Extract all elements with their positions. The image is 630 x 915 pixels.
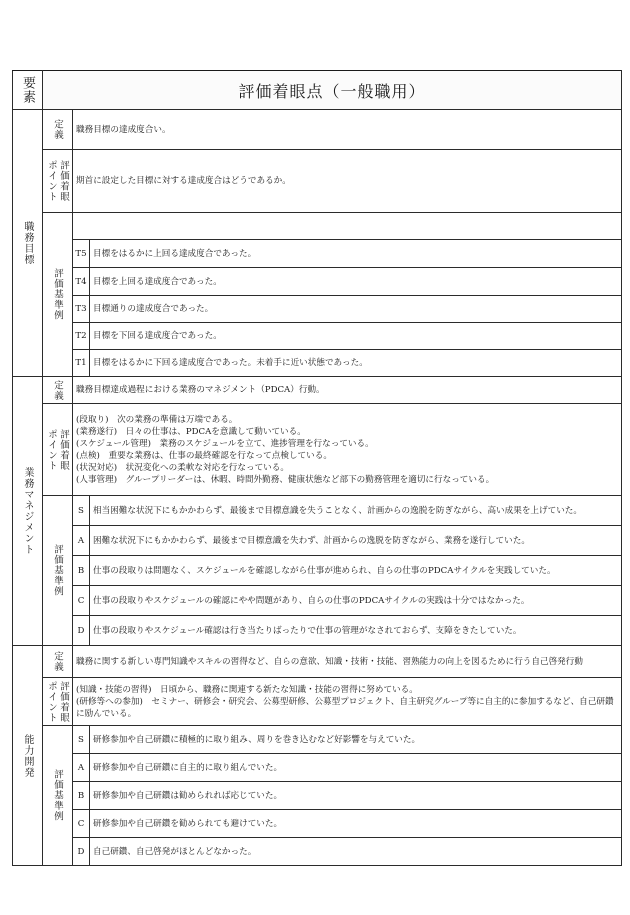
section-2-point-5: (人事管理) グループリーダーは、休暇、時間外勤務、健康状態など部下の勤務管理を適切に行なっている。 (76, 474, 495, 485)
section-3-criteria-label-cell (43, 726, 73, 866)
section-2-criteria-row-0 (13, 496, 622, 526)
criteria-text: 仕事の段取りやスケジュールの確認にやや問題があり、自らの仕事のPDCAサイクルの実践は十分ではなかった。 (90, 586, 622, 616)
section-1-criteria-row-1 (13, 268, 622, 296)
section-1-criteria-label-cell (43, 213, 73, 377)
section-3-criteria-row-4 (13, 838, 622, 866)
section-3-point-label-cell (43, 678, 73, 726)
grade-label: A (73, 526, 90, 556)
section-3-definition-label-cell (43, 646, 73, 678)
section-3-point-cell (73, 678, 622, 726)
definition-label: 定義 (52, 379, 63, 401)
section-2-point-4: (状況対応) 状況変化への柔軟な対応を行なっている。 (76, 462, 289, 473)
criteria-text: 目標通りの達成度合であった。 (90, 296, 622, 323)
grade-label: D (73, 838, 90, 866)
section-1-criteria-row-0 (13, 240, 622, 268)
section-1-criteria-row-2 (13, 296, 622, 323)
section-1-name: 職務目標 (22, 221, 33, 265)
section-1-point-0: 期首に設定した目標に対する達成度合はどうであるか。 (76, 176, 291, 186)
section-1-spacer-row (13, 213, 622, 240)
evaluation-table (12, 70, 622, 866)
section-2-criteria-row-2 (13, 556, 622, 586)
criteria-label: 評価基準例 (52, 769, 63, 822)
section-1-definition-cell (73, 110, 622, 150)
section-2-definition-cell (73, 377, 622, 404)
section-2-point-2: (スケジュール管理) 業務のスケジュールを立て、進捗管理を行なっている。 (76, 438, 374, 449)
grade-label: A (73, 754, 90, 782)
section-1-criteria-row-3 (13, 323, 622, 350)
section-1-point-cell (73, 150, 622, 213)
criteria-text: 目標を上回る達成度合であった。 (90, 268, 622, 296)
section-2-point-0: (段取り) 次の業務の準備は万端である。 (76, 414, 238, 425)
section-3-criteria-row-0 (13, 726, 622, 754)
definition-label: 定義 (52, 119, 63, 140)
grade-label: C (73, 810, 90, 838)
criteria-text: 研修参加や自己研鑽に自主的に取り組んでいた。 (90, 754, 622, 782)
definition-label: 定義 (52, 651, 63, 672)
section-2-point-row (13, 404, 622, 496)
criteria-text: 研修参加や自己研鑽を勧められても避けていた。 (90, 810, 622, 838)
section-3-point-row (13, 678, 622, 726)
section-2-criteria-row-3 (13, 586, 622, 616)
header-element-label: 要素 (20, 76, 35, 104)
evaluation-sheet (12, 70, 621, 866)
criteria-text: 困難な状況下にもかかわらず、最後まで目標意識を失わず、計画からの逸脱を防ぎながら、業務を遂行していた。 (90, 526, 622, 556)
section-2-name-cell (13, 377, 43, 646)
section-1-spacer (73, 213, 622, 240)
grade-label: T1 (73, 350, 90, 377)
criteria-text: 相当困難な状況下にもかかわらず、最後まで目標意識を失うことなく、計画からの逸脱を防ぎながら、高い成果を上げていた。 (90, 496, 622, 526)
section-1-definition-row (13, 110, 622, 150)
criteria-text: 研修参加や自己研鑽に積極的に取り組み、周りを巻き込むなど好影響を与えていた。 (90, 726, 622, 754)
section-3-definition: 職務に関する新しい専門知識やスキルの習得など、自らの意欲、知識・技術・技能、習熟能力の向上を図るために行う自己啓発行動 (76, 656, 583, 667)
criteria-text: 目標をはるかに上回る達成度合であった。 (90, 240, 622, 268)
grade-label: C (73, 586, 90, 616)
section-2-definition-row (13, 377, 622, 404)
criteria-text: 仕事の段取りは問題なく、スケジュールを確認しながら仕事が進められ、自らの仕事のPDCAサイクルを実践していた。 (90, 556, 622, 586)
criteria-text: 仕事の段取りやスケジュール確認は行き当たりばったりで仕事の管理がなされておらず、支障をきたしていた。 (90, 616, 622, 646)
section-2-criteria-label-cell (43, 496, 73, 646)
section-3-definition-cell (73, 646, 622, 678)
section-3-point-0: (知識・技能の習得) 日頃から、職務に関連する新たな知識・技能の習得に努めている。 (76, 684, 418, 695)
section-3-criteria-row-1 (13, 754, 622, 782)
section-2-definition: 職務目標達成過程における業務のマネジメント（PDCA）行動。 (76, 385, 325, 395)
criteria-text: 目標を下回る達成度合であった。 (90, 323, 622, 350)
table-header-row (13, 71, 622, 110)
section-3-point-1: (研修等への参加) セミナー、研修会・研究会、公募型研修、公募型プロジェクト、自主研究グループ等に自主的に参加するなど、自己研鑽に励んでいる。 (76, 696, 614, 719)
section-1-criteria-row-4 (13, 350, 622, 377)
criteria-text: 目標をはるかに下回る達成度合であった。未着手に近い状態であった。 (90, 350, 622, 377)
criteria-text: 研修参加や自己研鑽は勧められれば応じていた。 (90, 782, 622, 810)
grade-label: B (73, 782, 90, 810)
point-label: 評価着眼 ポイント (46, 428, 69, 471)
section-1-point-row (13, 150, 622, 213)
section-2-criteria-row-1 (13, 526, 622, 556)
section-1-definition-label-cell (43, 110, 73, 150)
section-3-criteria-row-3 (13, 810, 622, 838)
grade-label: T3 (73, 296, 90, 323)
section-2-point-3: (点検) 重要な業務は、仕事の最終確認を行なって点検している。 (76, 450, 332, 461)
criteria-text: 自己研鑽、自己啓発がほとんどなかった。 (90, 838, 622, 866)
section-2-point-cell (73, 404, 622, 496)
section-3-name: 能力開発 (22, 733, 33, 778)
section-3-name-cell (13, 646, 43, 866)
point-label: 評価着眼 ポイント (46, 680, 69, 723)
page-title: 評価着眼点（一般職用） (238, 81, 426, 101)
grade-label: B (73, 556, 90, 586)
section-3-definition-row (13, 646, 622, 678)
header-element-cell (13, 71, 43, 110)
section-2-definition-label-cell (43, 377, 73, 404)
header-title-cell (43, 71, 622, 110)
section-1-definition: 職務目標の達成度合い。 (76, 124, 171, 135)
criteria-label: 評価基準例 (52, 268, 63, 321)
section-3-criteria-row-2 (13, 782, 622, 810)
grade-label: D (73, 616, 90, 646)
section-1-point-label-cell (43, 150, 73, 213)
point-label: 評価着眼 ポイント (46, 160, 69, 202)
section-2-name: 業務マネジメント (22, 467, 33, 555)
section-2-point-label-cell (43, 404, 73, 496)
grade-label: S (73, 496, 90, 526)
criteria-label: 評価基準例 (52, 544, 63, 597)
grade-label: T4 (73, 268, 90, 296)
section-2-criteria-row-4 (13, 616, 622, 646)
grade-label: S (73, 726, 90, 754)
section-2-point-1: (業務遂行) 日々の仕事は、PDCAを意識して動いている。 (76, 426, 306, 437)
section-1-name-cell (13, 110, 43, 377)
grade-label: T2 (73, 323, 90, 350)
grade-label: T5 (73, 240, 90, 268)
